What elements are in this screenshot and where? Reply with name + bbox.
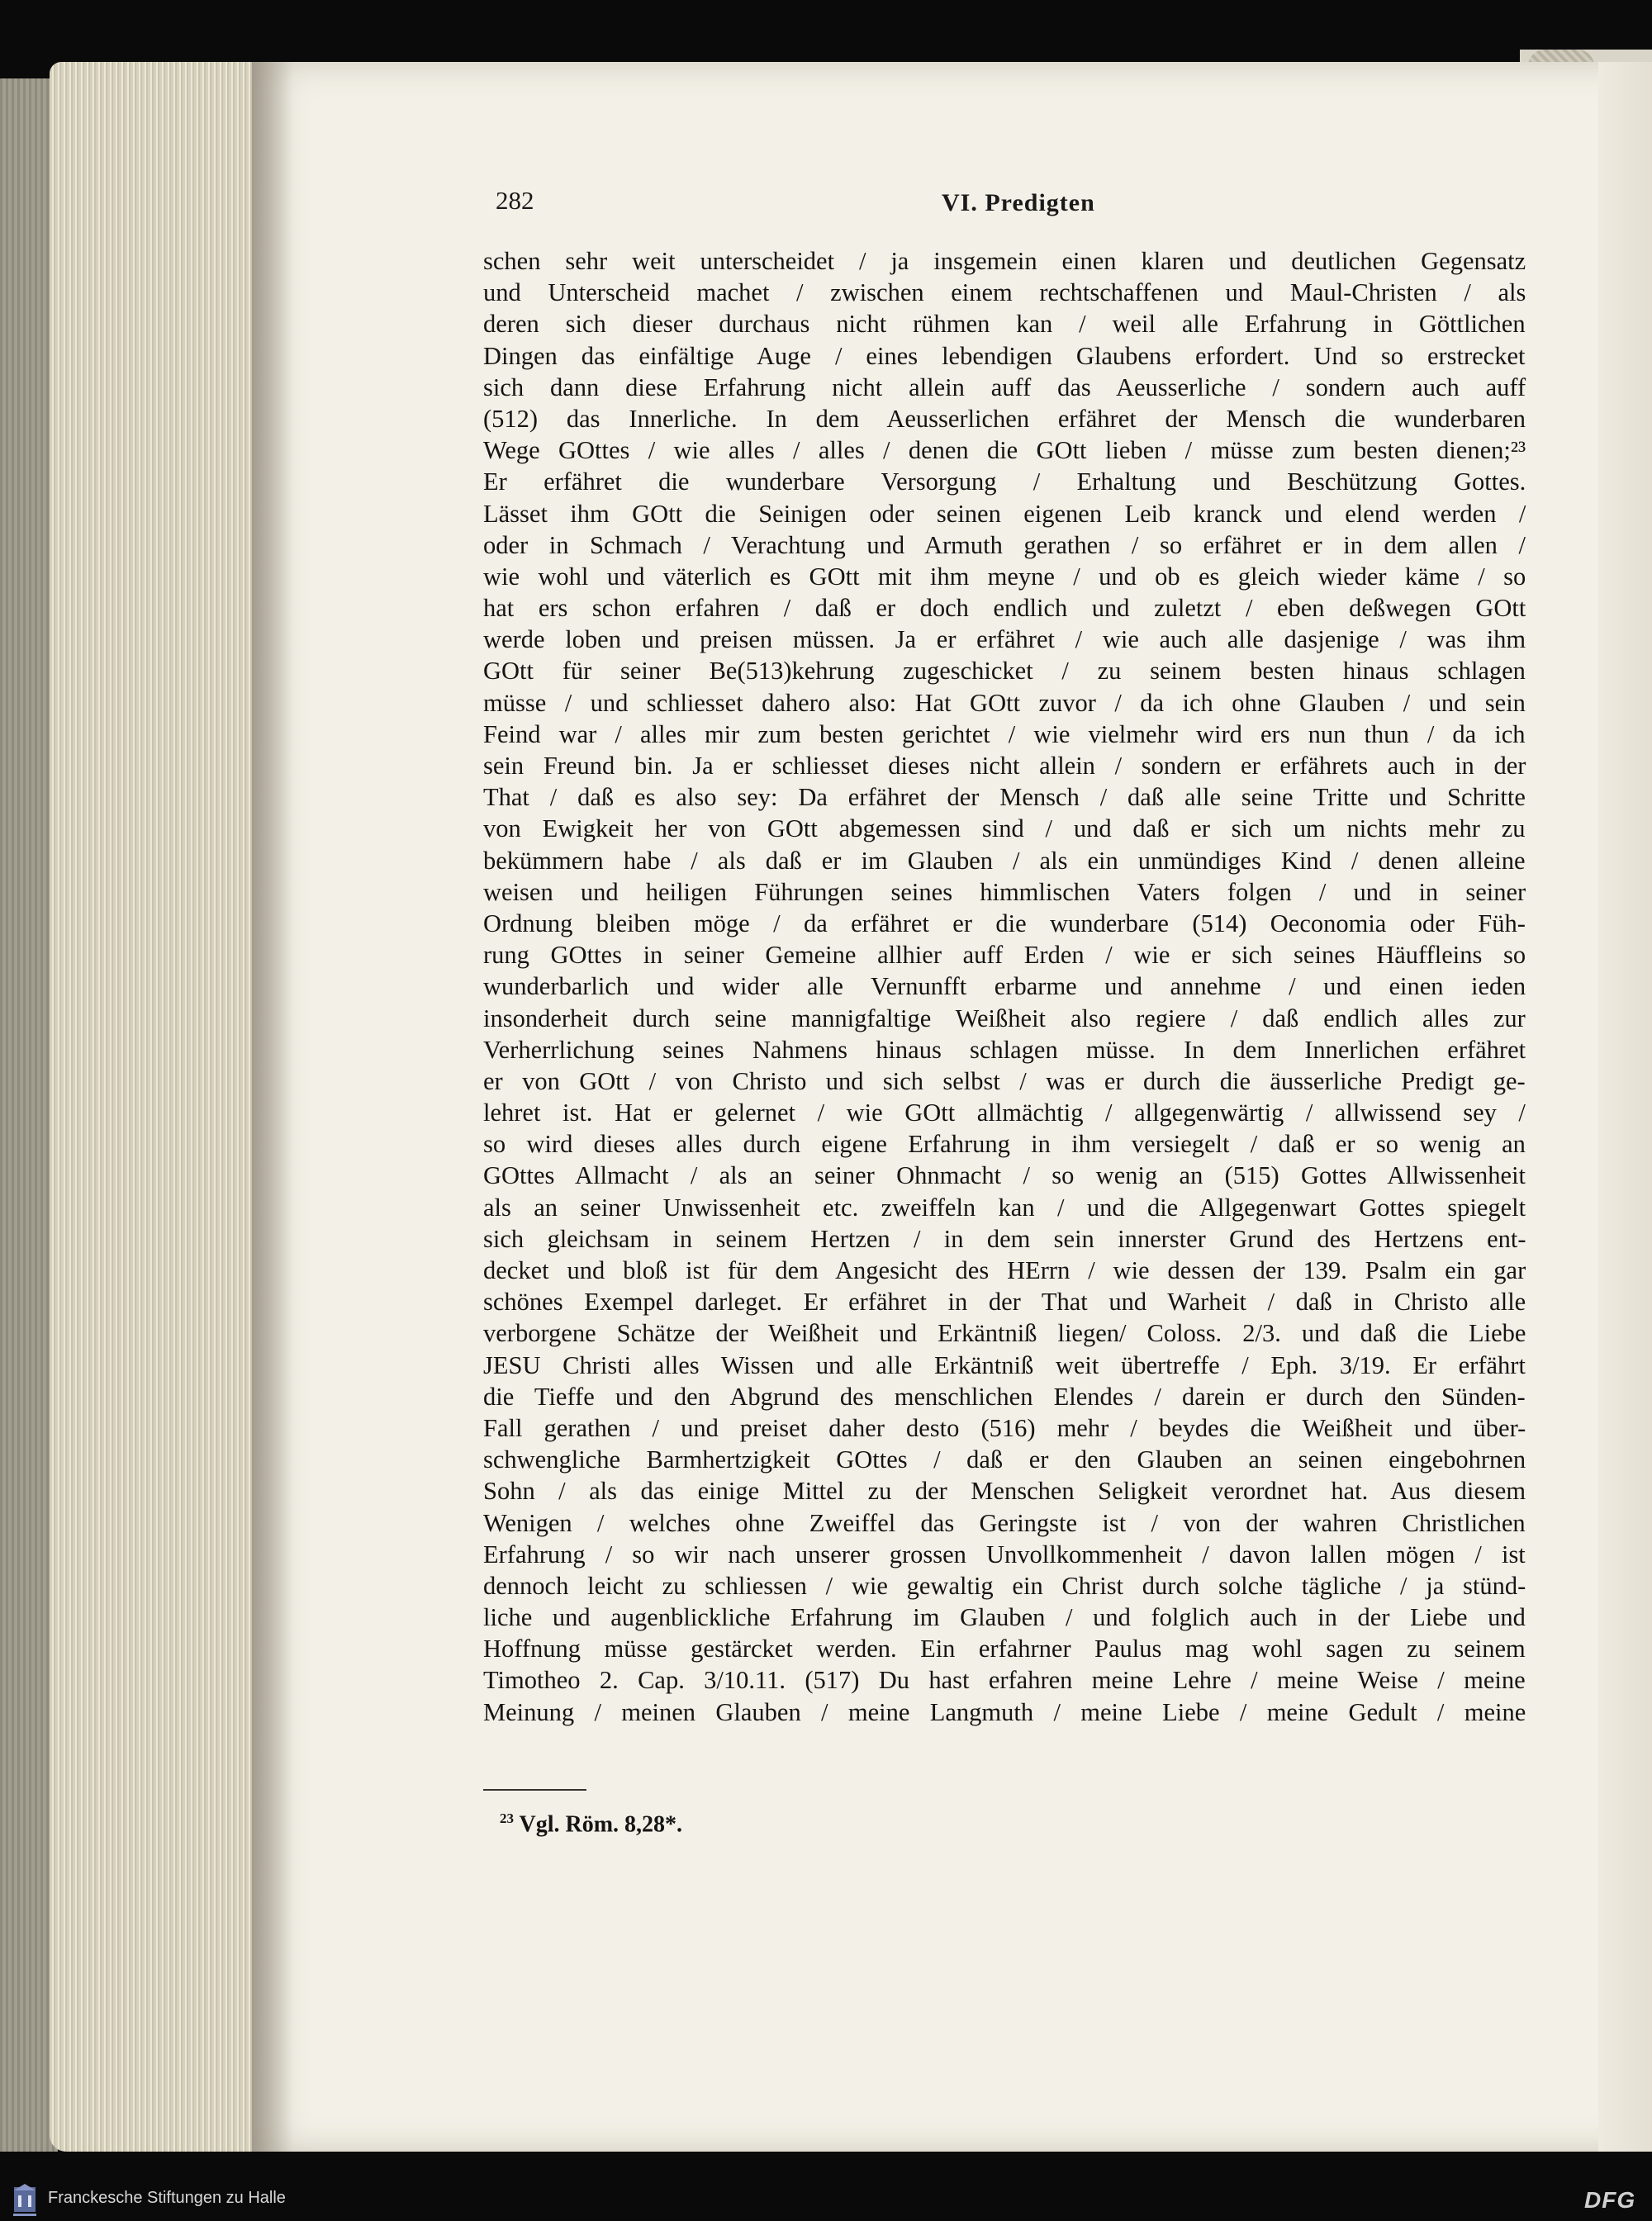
text-line: er von GOtt / von Christo und sich selbst / was er durch die äusserliche Predigt ge- xyxy=(483,1066,1526,1095)
text-line: bekümmern habe / als daß er im Glauben / als ein unmündiges Kind / denen alleine xyxy=(483,846,1526,875)
text-line: Erfahrung / so wir nach unserer grossen Unvollkommenheit / davon lallen mögen / ist xyxy=(483,1540,1526,1568)
institution-name[interactable]: Franckesche Stiftungen zu Halle xyxy=(48,2189,286,2207)
text-line: dennoch leicht zu schliessen / wie gewaltig ein Christ durch solche tägliche / ja stünd- xyxy=(483,1571,1526,1600)
text-line: GOttes Allmacht / als an seiner Ohnmacht / so wenig an (515) Gottes Allwissenheit xyxy=(483,1161,1526,1190)
text-line: Er erfähret die wunderbare Versorgung / Erhaltung und Beschützung Gottes. xyxy=(483,467,1526,496)
page-right-edge xyxy=(1598,62,1652,2152)
running-head xyxy=(496,186,1528,235)
text-line: sich dann diese Erfahrung nicht allein auff das Aeusserliche / sondern auch auff xyxy=(483,373,1526,401)
text-line: und Unterscheid machet / zwischen einem rechtschaffenen und Maul-Christen / als xyxy=(483,278,1526,307)
footnote-marker: 23 xyxy=(500,1810,514,1826)
text-line: wunderbarlich und wider alle Vernunfft erbarme und annehme / und einen ieden xyxy=(483,972,1526,1001)
text-line: wie wohl und väterlich es GOtt mit ihm meyne / und ob es gleich wieder käme / so xyxy=(483,562,1526,591)
body-text xyxy=(483,245,1526,1728)
text-line: Verherrlichung seines Nahmens hinaus schlagen müsse. In dem Innerlichen erfähret xyxy=(483,1035,1526,1064)
text-line: deren sich dieser durchaus nicht rühmen kan / weil alle Erfahrung in Göttlichen xyxy=(483,310,1526,339)
text-line: Feind war / alles mir zum besten gerichtet / wie vielmehr wird ers nun thun / da ich xyxy=(483,719,1526,748)
text-line: sich gleichsam in seinem Hertzen / in dem sein innerster Grund des Hertzens ent- xyxy=(483,1224,1526,1253)
text-line: Hoffnung müsse gestärcket werden. Ein erfahrner Paulus mag wohl sagen zu seinem xyxy=(483,1635,1526,1663)
text-line: schönes Exempel darleget. Er erfähret in der That und Warheit / daß in Christo alle xyxy=(483,1288,1526,1317)
text-line: Dingen das einfältige Auge / eines lebendigen Glaubens erfordert. Und so erstrecket xyxy=(483,341,1526,370)
text-line: hat ers schon erfahren / daß er doch endlich und zuletzt / eben deßwegen GOtt xyxy=(483,594,1526,623)
text-line: verborgene Schätze der Weißheit und Erkäntniß liegen/ Coloss. 2/3. und daß die Liebe xyxy=(483,1319,1526,1348)
page-number: 282 xyxy=(496,186,534,215)
page-edges-stack xyxy=(50,62,273,2152)
gutter-shadow xyxy=(252,62,293,2152)
text-line: Fall gerathen / und preiset daher desto (516) mehr / beydes die Weißheit und über- xyxy=(483,1413,1526,1442)
footnote xyxy=(500,1810,682,1838)
text-line: als an seiner Unwissenheit etc. zweiffeln kan / und die Allgegenwart Gottes spiegelt xyxy=(483,1193,1526,1222)
text-line: so wird dieses alles durch eigene Erfahrung in ihm versiegelt / daß er so wenig an xyxy=(483,1130,1526,1159)
text-line: GOtt für seiner Be(513)kehrung zugeschicket / zu seinem besten hinaus schlagen xyxy=(483,657,1526,686)
text-line: schwengliche Barmhertzigkeit GOttes / daß er den Glauben an seinen eingebohrnen xyxy=(483,1445,1526,1474)
text-line: schen sehr weit unterscheidet / ja insgemein einen klaren und deutlichen Gegensatz xyxy=(483,247,1526,275)
text-line: sein Freund bin. Ja er schliesset dieses nicht allein / sondern er erfährets auch in der xyxy=(483,752,1526,780)
text-line: decket und bloß ist für dem Angesicht des HErrn / wie dessen der 139. Psalm ein gar xyxy=(483,1256,1526,1284)
text-line: liche und augenblickliche Erfahrung im Glauben / und folglich auch in der Liebe und xyxy=(483,1603,1526,1632)
text-line: That / daß es also sey: Da erfähret der Mensch / daß alle seine Tritte und Schritte xyxy=(483,783,1526,812)
text-line: weisen und heiligen Führungen seines himmlischen Vaters folgen / und in seiner xyxy=(483,877,1526,906)
text-line: rung GOttes in seiner Gemeine allhier auff Erden / wie er sich seines Häuffleins so xyxy=(483,941,1526,970)
footnote-text: Vgl. Röm. 8,28*. xyxy=(519,1811,683,1838)
text-line: die Tieffe und den Abgrund des menschlichen Elendes / darein er durch den Sünden- xyxy=(483,1382,1526,1411)
text-line: (512) das Innerliche. In dem Aeusserlichen erfähret der Mensch die wunderbaren xyxy=(483,404,1526,433)
institution-logo-icon xyxy=(12,2182,38,2219)
text-line: JESU Christi alles Wissen und alle Erkäntniß weit übertreffe / Eph. 3/19. Er erfährt xyxy=(483,1350,1526,1379)
text-line: werde loben und preisen müssen. Ja er erfähret / wie auch alle dasjenige / was ihm xyxy=(483,625,1526,654)
dfg-logo: DFG xyxy=(1584,2187,1636,2213)
text-line: Lässet ihm GOtt die Seinigen oder seinen eigenen Leib kranck und elend werden / xyxy=(483,499,1526,528)
section-title: VI. Predigten xyxy=(942,189,1095,216)
footnote-rule xyxy=(483,1789,586,1791)
text-line: Sohn / als das einige Mittel zu der Menschen Seligkeit verordnet hat. Aus diesem xyxy=(483,1477,1526,1506)
text-line: Ordnung bleiben möge / da erfähret er die wunderbare (514) Oeconomia oder Füh- xyxy=(483,909,1526,937)
text-line: von Ewigkeit her von GOtt abgemessen sind / und daß er sich um nichts mehr zu xyxy=(483,814,1526,843)
text-line: lehret ist. Hat er gelernet / wie GOtt allmächtig / allgegenwärtig / allwissend sey / xyxy=(483,1099,1526,1127)
text-line: oder in Schmach / Verachtung und Armuth gerathen / so erfähret er in dem allen / xyxy=(483,530,1526,559)
text-line: Timotheo 2. Cap. 3/10.11. (517) Du hast erfahren meine Lehre / meine Weise / meine xyxy=(483,1666,1526,1695)
text-line: müsse / und schliesset dahero also: Hat GOtt zuvor / da ich ohne Glauben / und sein xyxy=(483,688,1526,717)
text-line: Wenigen / welches ohne Zweiffel das Geringste ist / von der wahren Christlichen xyxy=(483,1508,1526,1537)
text-line: Meinung / meinen Glauben / meine Langmuth / meine Liebe / meine Gedult / meine xyxy=(483,1697,1526,1726)
text-line: insonderheit durch seine mannigfaltige Weißheit also regiere / daß endlich alles zur xyxy=(483,1004,1526,1032)
text-line: Wege GOttes / wie alles / alles / denen die GOtt lieben / müsse zum besten dienen;²³ xyxy=(483,436,1526,465)
